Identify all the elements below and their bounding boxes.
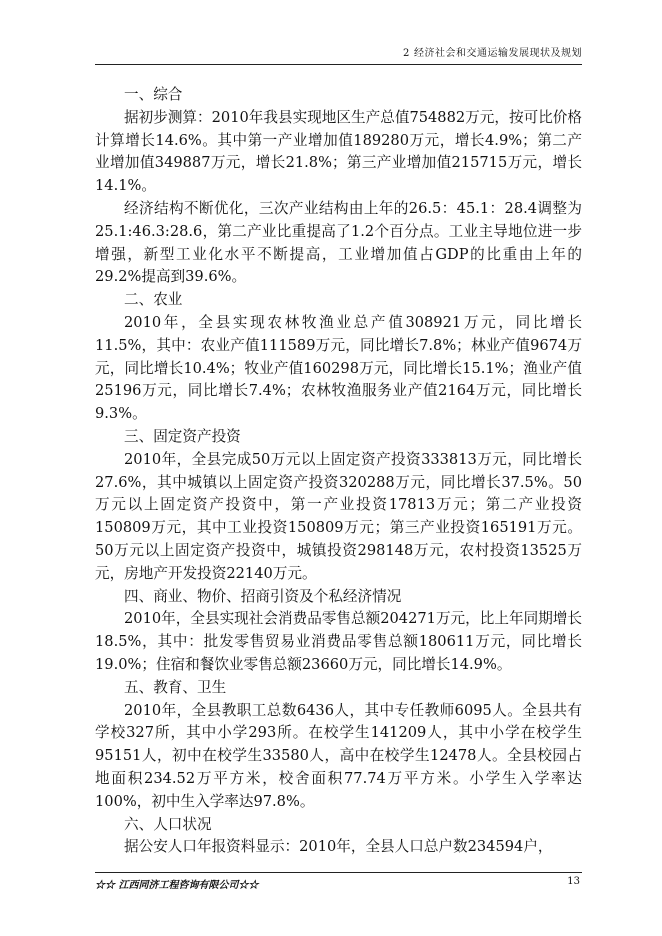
document-body [95, 84, 582, 859]
section-heading-overview: 一、综合 [124, 86, 183, 103]
paragraph-commerce: 2010年，全县实现社会消费品零售总额204271万元，比上年同期增长18.5%，其中：批发零售贸易业消费品零售总额180611万元，同比增长19.0%；住宿和餐饮业零售总额23660万元，同比增长14.9%。 [95, 610, 582, 673]
section-heading-commerce: 四、商业、物价、招商引资及个私经济情况 [124, 587, 402, 605]
header-title: 经济社会和交通运输发展现状及规划 [414, 48, 582, 59]
paragraph-economic-structure: 经济结构不断优化，三次产业结构由上年的26.5：45.1：28.4调整为25.1:46.3:28.6，第二产业比重提高了1.2个百分点。工业主导地位进一步增强，新型工业化水平不断提高，工业增加值占GDP的比重由上年的29.2%提高到39.6%。 [95, 199, 582, 286]
footer-company: ☆☆ 江西同济工程咨询有限公司☆☆ [95, 880, 259, 891]
paragraph-education: 2010年，全县教职工总数6436人，其中专任教师6095人。全县共有学校327所，其中小学293所。在校学生141209人，其中小学在校学生95151人，初中在校学生33580人，高中在校学生12478人。全县校园占地面积234.52万平方米，校舍面积77.74万平方米。小学生入学率达100%，初中生入学率达97.8%。 [95, 701, 582, 810]
section-heading-agriculture: 二、农业 [124, 291, 183, 309]
page-header [95, 46, 582, 65]
section-heading-fixed-investment: 三、固定资产投资 [124, 427, 241, 445]
paragraph-agriculture: 2010年，全县实现农林牧渔业总产值308921万元，同比增长11.5%，其中：农业产值111589万元，同比增长7.8%；林业产值9674万元，同比增长10.4%；牧业产值160298万元，同比增长15.1%；渔业产值25196万元，同比增长7.4%；农林牧渔服务业产值2164万元，同比增长9.3%。 [95, 313, 582, 423]
paragraph-gdp: 据初步测算：2010年我县实现地区生产总值754882万元，按可比价格计算增长14.6%。其中第一产业增加值189280万元，增长4.9%；第二产业增加值349887万元，增长21.8%；第三产业增加值215715万元，增长14.1%。 [95, 108, 582, 195]
header-section-number: 2 [403, 48, 410, 59]
section-heading-population: 六、人口状况 [124, 815, 212, 833]
footer-page-number: 13 [567, 876, 580, 887]
paragraph-population: 据公安人口年报资料显示：2010年，全县人口总户数234594户， [124, 838, 553, 856]
section-heading-education: 五、教育、卫生 [124, 678, 227, 696]
page-footer [95, 872, 582, 893]
paragraph-fixed-investment: 2010年，全县完成50万元以上固定资产投资333813万元，同比增长27.6%，其中城镇以上固定资产投资320288万元，同比增长37.5%。50万元以上固定资产投资中，第一产业投资17813万元；第二产业投资150809万元，其中工业投资150809万元；第三产业投资165191万元。50万元以上固定资产投资中，城镇投资298148万元，农村投资13525万元，房地产开发投资22140万元。 [95, 450, 582, 582]
